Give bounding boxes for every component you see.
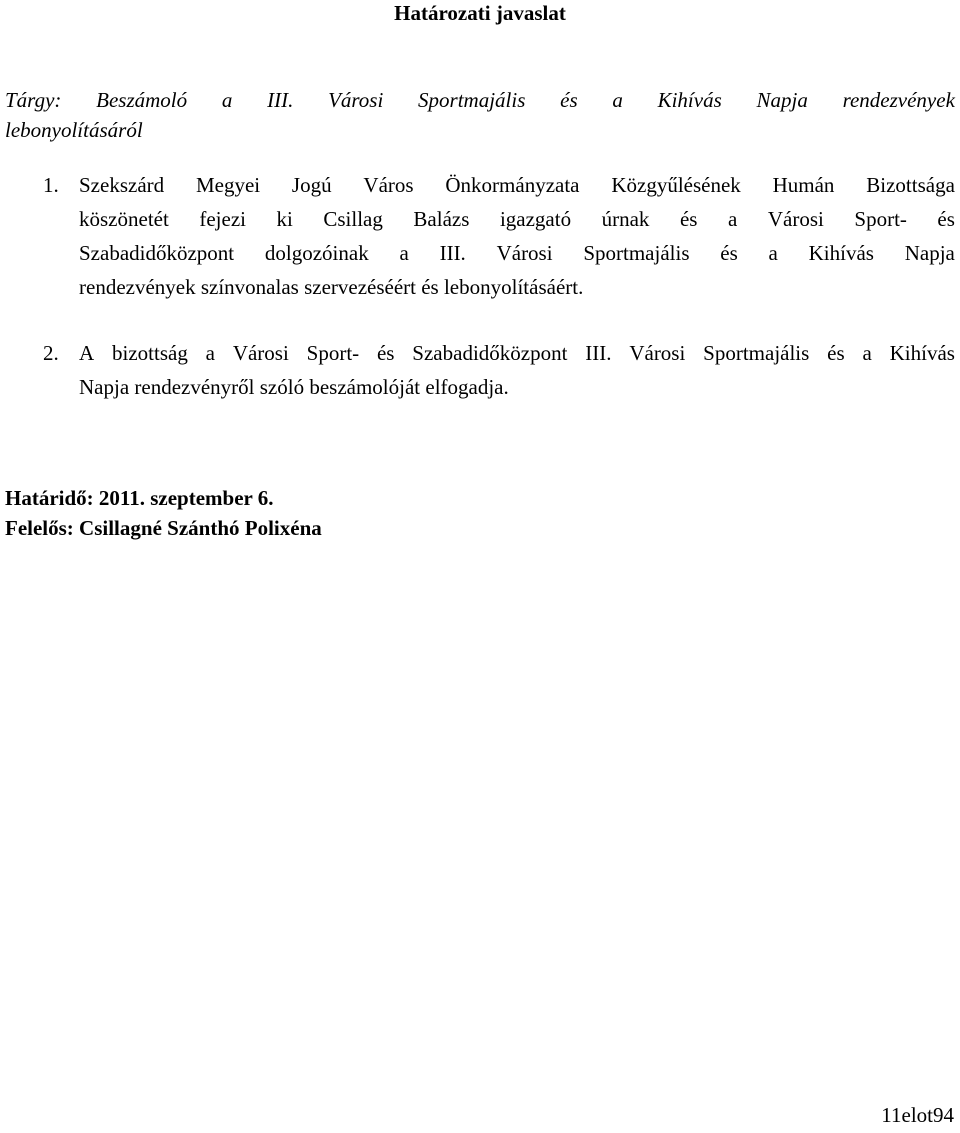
word: és — [827, 341, 845, 365]
word: Közgyűlésének — [611, 173, 741, 197]
word: ki — [276, 207, 293, 231]
word: és — [720, 241, 738, 265]
word: a — [205, 341, 215, 365]
word: Városi — [232, 341, 289, 365]
subject-block — [5, 85, 955, 145]
word: Tárgy: — [5, 88, 62, 112]
word: III. — [585, 341, 612, 365]
word: Balázs — [413, 207, 470, 231]
item-line — [79, 202, 955, 236]
document-title: Határozati javaslat — [394, 1, 566, 25]
word: Sport- — [854, 207, 907, 231]
word: Sportmajális — [418, 88, 526, 112]
word: úrnak — [601, 207, 650, 231]
document-code: 11elot94 — [881, 1103, 954, 1127]
item-number: 1. — [43, 173, 59, 197]
word: a — [768, 241, 778, 265]
word: Kihívás — [889, 341, 955, 365]
word: A — [79, 341, 95, 365]
word: dolgozóinak — [264, 241, 369, 265]
resolution-item-2 — [79, 336, 955, 404]
word: rendezvények — [842, 88, 955, 112]
item-line: rendezvények színvonalas szervezéséért és lebonyolításáért. — [79, 275, 584, 299]
word: Bizottsága — [866, 173, 955, 197]
word: a — [399, 241, 409, 265]
subject-line-2: lebonyolításáról — [5, 118, 143, 142]
word: a — [862, 341, 872, 365]
word: Szekszárd — [79, 173, 165, 197]
resolution-item-1 — [79, 168, 955, 304]
word: Önkormányzata — [445, 173, 580, 197]
word: Megyei — [195, 173, 261, 197]
word: Szabadidőközpont — [412, 341, 568, 365]
word: a — [612, 88, 623, 112]
word: III. — [267, 88, 294, 112]
word: Városi — [328, 88, 384, 112]
word: Kihívás — [657, 88, 722, 112]
item-line — [79, 336, 955, 370]
word: Városi — [496, 241, 553, 265]
word: Beszámoló — [96, 88, 188, 112]
subject-line-1 — [5, 85, 955, 115]
word: Sportmajális — [703, 341, 810, 365]
item-line — [79, 236, 955, 270]
word: Jogú — [291, 173, 332, 197]
item-line: Napja rendezvényről szóló beszámolóját elfogadja. — [79, 375, 509, 399]
word: Szabadidőközpont — [79, 241, 235, 265]
word: Városi — [767, 207, 824, 231]
word: igazgató — [499, 207, 572, 231]
word: Kihívás — [808, 241, 874, 265]
word: Város — [363, 173, 414, 197]
word: és — [376, 341, 395, 365]
word: Sportmajális — [583, 241, 690, 265]
word: és — [679, 207, 698, 231]
deadline: Határidő: 2011. szeptember 6. — [5, 486, 274, 510]
word: fejezi — [199, 207, 246, 231]
word: és — [560, 88, 578, 112]
word: és — [937, 207, 955, 231]
word: Csillag — [323, 207, 383, 231]
word: Sport- — [306, 341, 360, 365]
item-number: 2. — [43, 341, 59, 365]
word: a — [728, 207, 738, 231]
word: bizottság — [112, 341, 188, 365]
word: Humán — [772, 173, 835, 197]
word: Napja — [904, 241, 955, 265]
responsible-person: Felelős: Csillagné Szánthó Polixéna — [5, 516, 322, 540]
word: Napja — [756, 88, 808, 112]
word: a — [221, 88, 233, 112]
item-line — [79, 168, 955, 202]
word: Városi — [629, 341, 686, 365]
word: köszönetét — [79, 207, 169, 231]
word: III. — [439, 241, 466, 265]
